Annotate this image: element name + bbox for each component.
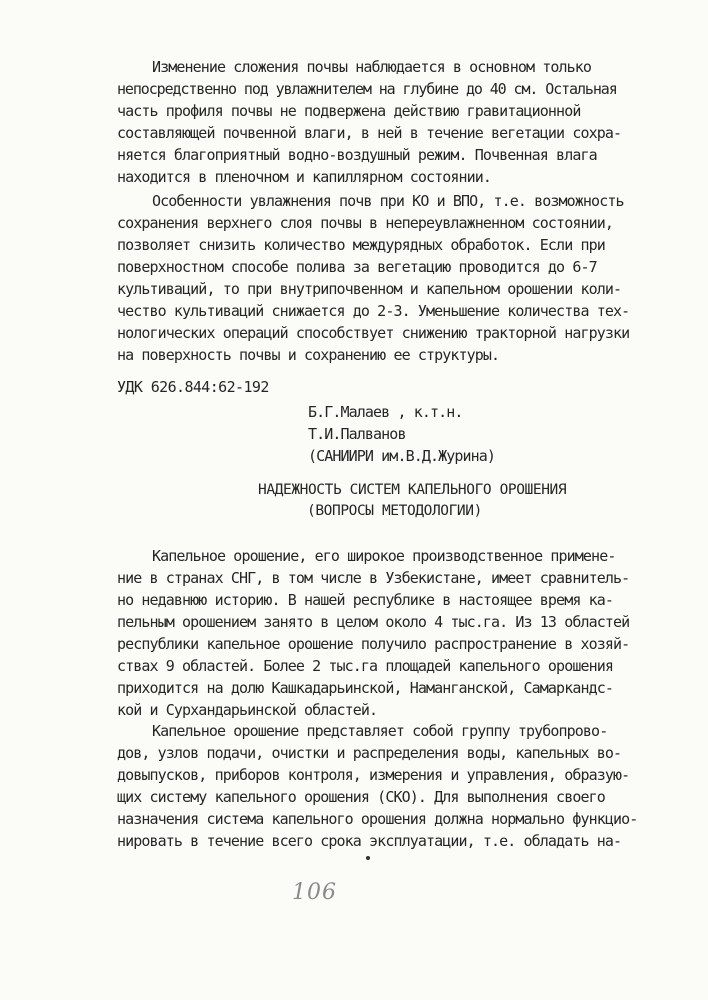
text-line: нологических операций способствует снижению тракторной нагрузки (117, 324, 630, 342)
text-line: часть профиля почвы не подвержена действию гравитационной (117, 102, 581, 120)
text-line: непосредственно под увлажнителем на глубине до 40 см. Остальная (117, 80, 617, 98)
text-line: находится в пленочном и капиллярном состоянии. (117, 168, 492, 186)
text-line: нировать в течение всего срока эксплуатации, т.е. обладать на- (117, 832, 622, 850)
text-line: Капельное орошение представляет собой группу трубопрово- (152, 722, 608, 740)
text-line: назначения система капельного орошения должна нормально функцио- (117, 810, 638, 828)
handwritten-page-number: 106 (292, 880, 337, 905)
author-line: Б.Г.Малаев , к.т.н. (308, 403, 463, 421)
text-line: республики капельное орошение получило распространение в хозяй- (117, 635, 630, 653)
text-line: составляющей почвенной влаги, в ней в течение вегетации сохра- (117, 124, 622, 142)
subtitle-line: (ВОПРОСЫ МЕТОДОЛОГИИ) (307, 503, 482, 519)
text-line: сохранения верхнего слоя почвы в непереувлажненном состоянии, (117, 214, 613, 232)
text-line: но недавнюю историю. В нашей республике в настоящее время ка- (117, 591, 613, 609)
ink-dot (366, 856, 370, 860)
text-line: щих систему капельного орошения (СКО). Для выполнения своего (117, 788, 605, 806)
text-line: приходится на долю Кашкадарьинской, Наманганской, Самаркандс- (117, 679, 613, 697)
title-line: НАДЕЖНОСТЬ СИСТЕМ КАПЕЛЬНОГО ОРОШЕНИЯ (258, 482, 567, 498)
text-line: на поверхность почвы и сохранению ее структуры. (117, 346, 500, 364)
author-affiliation: (САНИИРИ им.В.Д.Журина) (308, 447, 496, 465)
author-line: Т.И.Палванов (308, 425, 406, 443)
udk-code: УДК 626.844:62-192 (117, 378, 269, 396)
text-line: дов, узлов подачи, очистки и распределения воды, капельных во- (117, 744, 622, 762)
text-line: Капельное орошение, его широкое производственное примене- (152, 547, 616, 565)
text-line: ние в странах СНГ, в том числе в Узбекистане, имеет сравнитель- (117, 569, 630, 587)
text-line: культиваций, то при внутрипочвенном и капельном орошении коли- (117, 280, 622, 298)
text-line: кой и Сурхандарьинской областей. (117, 701, 378, 719)
text-line: Особенности увлажнения почв при КО и ВПО, т.е. возможность (152, 192, 624, 210)
text-line: Изменение сложения почвы наблюдается в основном только (152, 58, 592, 76)
text-line: чество культиваций снижается до 2-3. Уменьшение количества тех- (117, 302, 630, 320)
text-line: поверхностном способе полива за вегетацию проводится до 6-7 (117, 258, 597, 276)
text-line: няется благоприятный водно-воздушный режим. Почвенная влага (117, 146, 597, 164)
text-line: довыпусков, приборов контроля, измерения и управления, образую- (117, 766, 630, 784)
text-line: пельным орошением занято в целом около 4 тыс.га. Из 13 областей (117, 613, 630, 631)
text-line: позволяет снизить количество междурядных обработок. Если при (117, 236, 605, 254)
text-line: ствах 9 областей. Более 2 тыс.га площадей капельного орошения (117, 657, 613, 675)
